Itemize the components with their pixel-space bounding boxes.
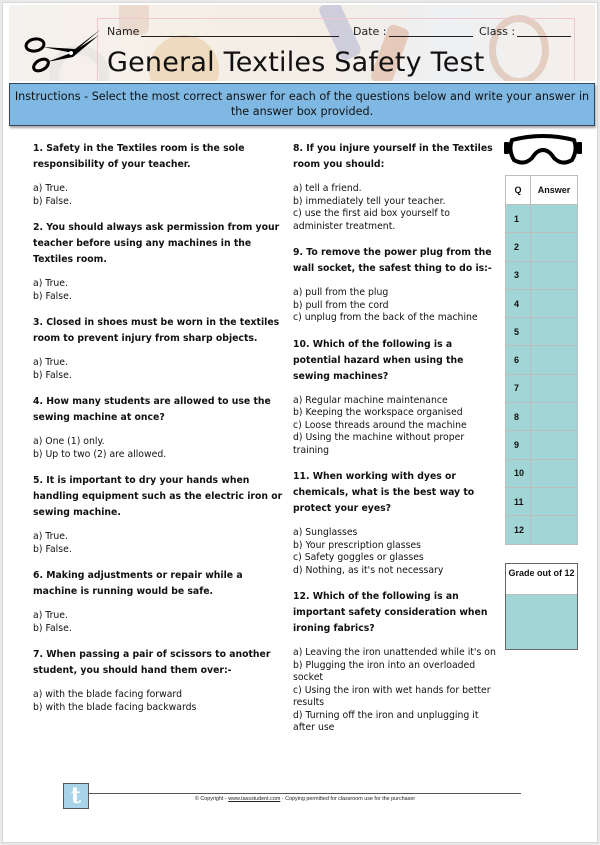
- questions-column-left: [33, 141, 285, 726]
- question-text: 10. Which of the following is a potential hazard when using the sewing machines?: [293, 338, 464, 382]
- answer-option: b) Up to two (2) are allowed.: [33, 448, 167, 460]
- question-text: 2. You should always ask permission from your teacher before using any machines in the Textiles room.: [33, 222, 280, 265]
- answer-option: b) immediately tell your teacher.: [293, 195, 446, 207]
- answer-option: c) use the first aid box yourself to administer treatment.: [293, 208, 450, 232]
- question-text: 6. Making adjustments or repair while a machine is running would be safe.: [33, 570, 243, 597]
- answer-option: b) False.: [33, 622, 72, 634]
- question-number: 4: [506, 289, 531, 317]
- answer-cell[interactable]: [531, 403, 578, 431]
- question-block: [293, 337, 501, 458]
- answer-option: a) Sunglasses: [293, 527, 358, 538]
- website-link[interactable]: www.tassstudent.com: [228, 796, 281, 802]
- safety-goggles-icon: [504, 134, 582, 166]
- question-number: 11: [506, 487, 531, 515]
- answer-cell[interactable]: [531, 374, 578, 402]
- answer-option: c) Safety goggles or glasses: [293, 552, 424, 563]
- question-number: 5: [506, 318, 531, 346]
- grade-box: [505, 563, 578, 650]
- answer-cell[interactable]: [531, 289, 578, 317]
- answer-cell[interactable]: [531, 431, 578, 459]
- answer-option: b) False.: [33, 369, 72, 381]
- question-text: 9. To remove the power plug from the wall socket, the safest thing to do is:-: [293, 247, 492, 274]
- question-number: 8: [506, 403, 531, 431]
- question-number: 9: [506, 431, 531, 459]
- question-block: [293, 469, 501, 577]
- answer-option: a) One (1) only.: [33, 436, 105, 447]
- answer-option: b) False.: [33, 195, 72, 207]
- question-text: 5. It is important to dry your hands when handling equipment such as the electric iron or sewing machine.: [33, 475, 283, 518]
- header-banner: [9, 5, 595, 81]
- instructions-box: Instructions - Select the most correct answer for each of the questions below and write your answer in the answer box provided.: [9, 83, 595, 126]
- answer-cell[interactable]: [531, 487, 578, 515]
- answer-option: d) Using the machine without proper training: [293, 432, 465, 456]
- answer-option: c) Using the iron with wet hands for better results: [293, 684, 491, 708]
- question-number: 7: [506, 374, 531, 402]
- answer-option: b) with the blade facing backwards: [33, 701, 197, 713]
- answer-option: a) Regular machine maintenance: [293, 394, 448, 406]
- answer-cell[interactable]: [531, 318, 578, 346]
- answer-cell[interactable]: [531, 516, 578, 544]
- question-block: [33, 315, 285, 382]
- page-title: General Textiles Safety Test: [107, 47, 485, 78]
- answer-option: d) Turning off the iron and unplugging it after use: [293, 709, 479, 733]
- answer-table: [505, 175, 578, 545]
- answer-option: b) Plugging the iron into an overloaded socket: [293, 659, 476, 683]
- answer-option: b) False.: [33, 543, 72, 555]
- question-text: 1. Safety in the Textiles room is the sole responsibility of your teacher.: [33, 143, 245, 170]
- question-block: [33, 220, 285, 303]
- name-label: Name: [107, 25, 140, 38]
- question-block: [33, 141, 285, 208]
- answer-cell[interactable]: [531, 233, 578, 261]
- question-text: 3. Closed in shoes must be worn in the textiles room to prevent injury from sharp objects.: [33, 317, 280, 344]
- answer-option: b) False.: [33, 290, 72, 302]
- tasstudent-logo-icon: t: [63, 783, 89, 809]
- answer-column-header: Answer: [531, 176, 578, 205]
- answer-option: a) True.: [33, 357, 68, 368]
- q-column-header: Q: [506, 176, 531, 205]
- answer-option: a) pull from the plug: [293, 287, 389, 298]
- answer-cell[interactable]: [531, 459, 578, 487]
- question-text: 7. When passing a pair of scissors to another student, you should hand them over:-: [33, 649, 271, 676]
- date-label: Date :: [353, 25, 387, 38]
- name-field[interactable]: [141, 36, 339, 37]
- date-field[interactable]: [389, 36, 473, 37]
- question-block: [293, 589, 501, 735]
- question-number: 12: [506, 516, 531, 544]
- question-block: [33, 394, 285, 461]
- grade-label: Grade out of 12: [506, 564, 577, 595]
- answer-option: b) Your prescription glasses: [293, 539, 421, 551]
- question-text: 4. How many students are allowed to use the sewing machine at once?: [33, 396, 271, 423]
- answer-cell[interactable]: [531, 205, 578, 233]
- answer-option: b) pull from the cord: [293, 299, 389, 311]
- question-text: 12. Which of the following is an important safety consideration when ironing fabrics?: [293, 591, 488, 634]
- question-block: [33, 568, 285, 635]
- footer-divider: [89, 793, 521, 794]
- question-text: 8. If you injure yourself in the Textiles room you should:: [293, 143, 493, 170]
- question-number: 2: [506, 233, 531, 261]
- answer-option: a) True.: [33, 531, 68, 542]
- answer-option: a) tell a friend.: [293, 183, 362, 194]
- answer-option: a) True.: [33, 183, 68, 194]
- question-number: 6: [506, 346, 531, 374]
- answer-option: b) Keeping the workspace organised: [293, 407, 463, 418]
- question-block: [293, 245, 501, 325]
- copyright-prefix: © Copyright -: [194, 796, 229, 802]
- questions-column-right: [293, 141, 501, 747]
- answer-option: a) with the blade facing forward: [33, 689, 182, 700]
- scissors-icon: [23, 25, 103, 75]
- answer-option: c) unplug from the back of the machine: [293, 312, 478, 323]
- worksheet-page: [2, 2, 598, 843]
- question-block: [33, 647, 285, 714]
- copyright-notice: [89, 796, 521, 802]
- class-field[interactable]: [517, 36, 571, 37]
- answer-cell[interactable]: [531, 261, 578, 289]
- answer-option: a) Leaving the iron unattended while it's on: [293, 647, 496, 658]
- answer-option: a) True.: [33, 610, 68, 621]
- question-number: 3: [506, 261, 531, 289]
- answer-cell[interactable]: [531, 346, 578, 374]
- answer-option: a) True.: [33, 278, 68, 289]
- answer-option: c) Loose threads around the machine: [293, 419, 467, 431]
- question-block: [33, 473, 285, 556]
- grade-input-cell[interactable]: [506, 595, 577, 649]
- question-number: 1: [506, 205, 531, 233]
- class-label: Class :: [479, 25, 516, 38]
- question-text: 11. When working with dyes or chemicals, what is the best way to protect your eyes?: [293, 471, 475, 514]
- answer-option: d) Nothing, as it's not necessary: [293, 564, 444, 576]
- question-number: 10: [506, 459, 531, 487]
- copyright-suffix: - Copying permitted for classroom use for the purchaser: [280, 796, 416, 802]
- question-block: [293, 141, 501, 233]
